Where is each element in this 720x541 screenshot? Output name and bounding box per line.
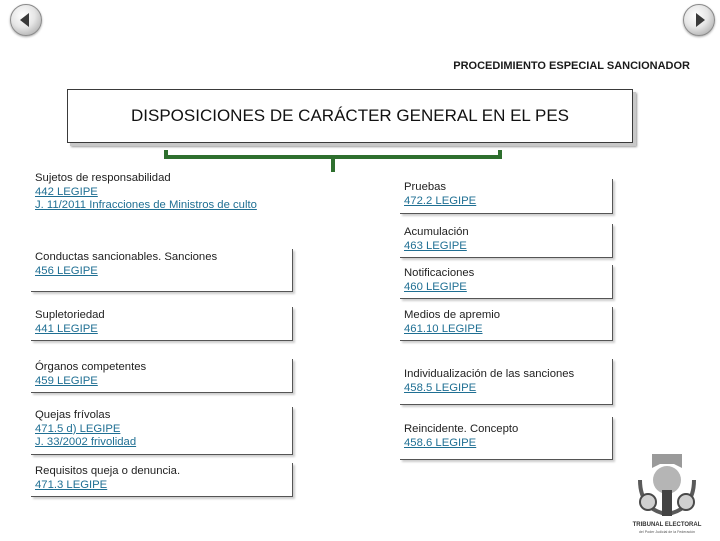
card-supletoriedad bbox=[31, 307, 293, 341]
card-conductas bbox=[31, 249, 293, 292]
card-title: Supletoriedad bbox=[35, 309, 105, 321]
link-458-6-legipe[interactable]: 458.6 LEGIPE bbox=[404, 436, 477, 449]
card-notificaciones bbox=[400, 265, 613, 299]
logo-line1: TRIBUNAL ELECTORAL bbox=[632, 522, 702, 528]
tribunal-electoral-logo bbox=[624, 450, 710, 536]
link-463-legipe[interactable]: 463 LEGIPE bbox=[404, 239, 467, 252]
card-organos bbox=[31, 359, 293, 393]
link-458-5-legipe[interactable]: 458.5 LEGIPE bbox=[404, 381, 477, 394]
next-slide-button[interactable] bbox=[683, 4, 715, 36]
card-title: Requisitos queja o denuncia. bbox=[35, 465, 181, 477]
card-sujetos bbox=[31, 170, 293, 230]
card-title: Individualización de las sanciones bbox=[404, 368, 575, 380]
section-heading: PROCEDIMIENTO ESPECIAL SANCIONADOR bbox=[453, 60, 690, 72]
card-medios-apremio bbox=[400, 307, 613, 341]
link-442-legipe[interactable]: 442 LEGIPE bbox=[35, 185, 98, 198]
link-j-33-2002[interactable]: J. 33/2002 frivolidad bbox=[35, 436, 137, 448]
card-title: Sujetos de responsabilidad bbox=[35, 172, 171, 184]
card-quejas bbox=[31, 407, 293, 455]
card-reincidente bbox=[400, 417, 613, 460]
card-title: Quejas frívolas bbox=[35, 409, 111, 421]
main-title-box bbox=[67, 89, 633, 143]
card-individualizacion bbox=[400, 359, 613, 405]
triangle-right-icon bbox=[684, 5, 714, 35]
previous-slide-button[interactable] bbox=[10, 4, 42, 36]
card-title: Acumulación bbox=[404, 226, 469, 238]
link-459-legipe[interactable]: 459 LEGIPE bbox=[35, 374, 98, 387]
link-441-legipe[interactable]: 441 LEGIPE bbox=[35, 322, 98, 335]
link-461-10-legipe[interactable]: 461.10 LEGIPE bbox=[404, 322, 483, 335]
link-472-2-legipe[interactable]: 472.2 LEGIPE bbox=[404, 194, 477, 207]
link-460-legipe[interactable]: 460 LEGIPE bbox=[404, 280, 467, 293]
link-456-legipe[interactable]: 456 LEGIPE bbox=[35, 264, 98, 277]
link-j-11-2011[interactable]: J. 11/2011 Infracciones de Ministros de culto bbox=[35, 199, 257, 211]
card-title: Órganos competentes bbox=[35, 361, 147, 373]
institution-seal-icon bbox=[624, 450, 710, 536]
card-title: Conductas sancionables. Sanciones bbox=[35, 251, 218, 263]
card-requisitos bbox=[31, 463, 293, 497]
triangle-left-icon bbox=[11, 5, 41, 35]
card-acumulacion bbox=[400, 224, 613, 258]
link-471-3-legipe[interactable]: 471.3 LEGIPE bbox=[35, 478, 108, 491]
card-title: Pruebas bbox=[404, 181, 447, 193]
logo-line2: del Poder Judicial de la Federación bbox=[638, 530, 696, 534]
card-title: Medios de apremio bbox=[404, 309, 501, 321]
card-title: Notificaciones bbox=[404, 267, 475, 279]
main-title: DISPOSICIONES DE CARÁCTER GENERAL EN EL PES bbox=[130, 106, 569, 125]
card-title: Reincidente. Concepto bbox=[404, 423, 519, 435]
link-471-5-legipe[interactable]: 471.5 d) LEGIPE bbox=[35, 422, 121, 435]
card-pruebas bbox=[400, 179, 613, 214]
